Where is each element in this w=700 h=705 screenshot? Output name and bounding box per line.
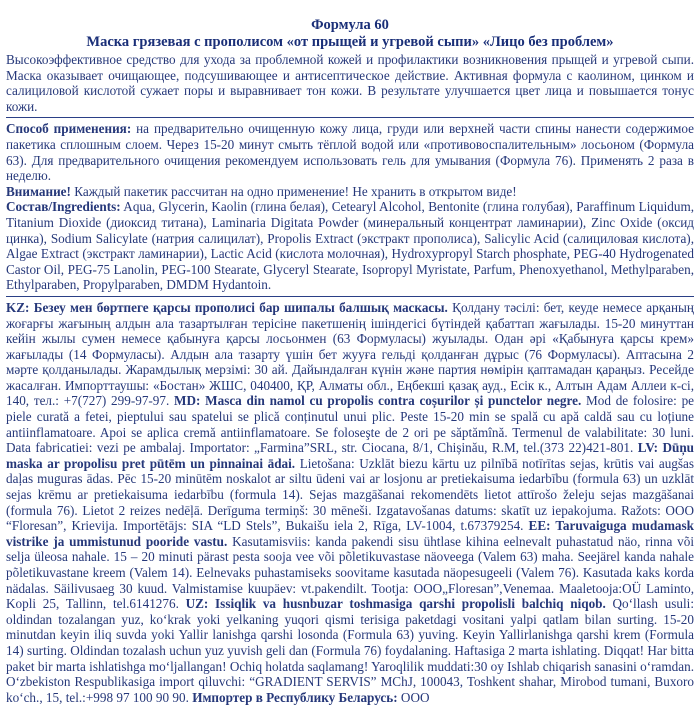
ee-text: Kasutamisviis: kanda pakendi sisu ühtlase kihina eelnevalt puhastatud näo, rinna või selja üleosa nahale. 15 – 20 minuti pärast pesta sooja vee või põletikuvastase näoveega (Valem 63) maha. Seejärel kanda nahale põletikuvastane kreem (Valem 14). Eelnevaks puhastamiseks soovitame kasutada näopesugeeli (Valem 76). Kasutada kaks korda nädalas. Säilivusaeg 30 kuud. Valmistamise kuupäev: vt.pakendilt. Tootja: OOO„Floresan”,Venemaa. Maaletooja:OÜ Laminto, Kopli 25, Tallinn, tel.6141276. [6,533,694,612]
by-text: ООО [397,689,430,705]
product-header [0,17,700,51]
kz-label: KZ: Безеу мен бөртпеге қарсы прополисі бар шипалы балшық маскасы. [6,299,448,315]
uz-label: UZ: Issiqlik va husnbuzar toshmasiga qarshi propolisli balchiq niqob. [185,596,606,612]
uz-text: Qo‘llash usuli: oldindan tozalangan yuz, ko‘krak yoki yelkaning yuqori qismi terisiga paketdagi vositani yalpi qatlam bilan surting. 15-20 minutdan keyin iliq suvda yoki Yallir lanishga qarshi losonda (Formula 63) yuving. Keyin Yallirlanishga qarshi krem (Formula 14) surting. Oldindan tozalash uchun yuz yuvish geli dan (Formula 76) foydalaning. Haftasiga 2 marta ishlating. Diqqat! Har bitta paket bir marta ishlatishga mo‘ljallangan! Ochiq holatda saqlamang! Yaroqlilik muddati:30 oy Ishlab chiqarish sanasini o‘ramdan. O‘zbekiston Respublikasiga import qiluvchi: “GRADIENT SERVIS” MChJ, 100043, Toshkent shahar, Mirobod tumani, Buxoro ko‘ch., 15, tel.:+998 97 100 90 90. [6,596,694,705]
lv-text: Lietošana: Uzklāt biezu kārtu uz pilnībā notīrītas sejas, krūtis vai augšas daļas muguras ādas. Pēc 15-20 minūtēm noskalot ar siltu ūdeni vai ar losjonu ar pretiekaisuma iedarbību (formula 63) un uzklāt sejas krēmu ar pretiekaisuma iedarbību (formula 14). Sejas mazgāšanai rekomendēts lietot attīrošo želeju sejas mazgāšanai (formula 76). Lietot 2 reizes nedēļā. Derīguma termiņš: 30 mēneši. Izgatavošanas datums: skatīt uz iepakojuma. Ražots: OOO “Floresan”, Krievija. Importētājs: SIA “LD Stels”, Bukaišu iela 2, Rīga, LV-1004, t.67379254. [6,455,695,534]
md-text: Mod de folosire: pe piele curată a fetei, pieptului sau spatelui se plică conținutul unui plic. Peste 15-20 min se spală cu apă caldă sau cu loțiune antiinflamatoare. Apoi se aplica cremă antiinflamatoare. Se foloseşte de 2 ori pe săptămînă. Termenul de valabilitate: 30 luni. Data fabricatiei: vezi pe ambalaj. Importator: „Farmina”SRL, str. Ciocana, 8/1, Chișinău, R.M, tel.(373 22)421-801. [6,393,695,456]
formula-number: Формула 60 [311,17,389,33]
product-title: Маска грязевая с прополисом «от прыщей и угревой сыпи» «Лицо без проблем» [86,34,614,50]
divider [6,117,694,118]
ee-label: EE: Taruvaiguga mudamask vistrike ja ummistunud pooride vastu. [6,518,694,549]
multilang-paragraph [6,300,694,705]
by-label: Импортер в Республику Беларусь: [192,689,398,705]
md-label: MD: Masca din namol cu propolis contra coșurilor și punctelor negre. [174,393,582,409]
warning-label: Внимание! [6,183,71,199]
lv-label: LV: Dūņu maska ar propolisu pret pūtēm un pinnainai ādai. [6,440,694,471]
description-paragraph: Высокоэффективное средство для ухода за проблемной кожей и профилактики возникновения прыщей и угревой сыпи. Маска оказывает очищающее, подсушивающее и антисептическое действие. Активная формула с каолином, цинком и салициловой кислотой сужает поры и выравнивает тон кожи. В результате улучшается цвет лица и повышается тонус кожи. [6,52,694,114]
usage-label: Способ применения: [6,121,132,137]
composition-label: Состав/Ingredients: [6,199,121,215]
usage-paragraph [6,121,694,183]
warning-paragraph [6,184,694,200]
kz-text: Қолдану тәсілі: бет, кеуде немесе арқаның жоғарғы жағының алдын ала тазартылған терісіне пакетшенің ішіндегісі бүтіндей қабаттап жағылады. 15-20 минуттан кейін жылы сумен немесе қабынуға қарсы лосьонмен (63 Формуласы) жуылады. Одан әрі «Қабынуға қарсы крем» жағылады (14 Формуласы). Алдын ала тазарту үшін бет жууға гельді қолданған дұрыс (76 Формуласы). Аптасына 2 мәрте қолданылады. Жарамдылық мерзімі: 30 ай. Дайындалған күнін және партия нөмірін қаптамадан қараңыз. Ресейде жасалған. Импорттаушы: «Бостан» ЖШС, 040400, ҚР, Алматы обл., Еңбекші қазақ ауд., Есік к., Алтын Адам Аллеи к-сі, 140, тел.: +7(727) 299-97-97. [6,299,694,409]
label-body [6,52,694,705]
composition-paragraph [6,199,694,293]
warning-text: Каждый пакетик рассчитан на одно применение! Не хранить в открытом виде! [70,183,517,199]
divider [6,296,694,297]
usage-text: на предварительно очищенную кожу лица, груди или верхней части спины нанести содержимое пакетика сплошным слоем. Через 15-20 минут смыть тёплой водой или «противовоспалительным» лосьоном (Формула 63). Для предварительного очищения рекомендуем использовать гель для умывания (Формула 76). Применять 2 раза в неделю. [6,121,694,184]
composition-text: Aqua, Glycerin, Kaolin (глина белая), Cetearyl Alcohol, Bentonite (глина голубая), Paraffinum Liquidum, Titanium Dioxide (диоксид титана), Laminaria Digitata Powder (минеральный концентрат ламинарии), Zinc Oxide (оксид цинка), Sodium Salicylate (натрия салицилат), Propolis Extract (экстракт прополиса), Salicylic Acid (салициловая кислота), Algae Extract (экстракт ламинарии), Lactic Acid (кислота молочная), Hydroxypropyl Starch phosphate, PEG-40 Hydrogenated Castor Oil, PEG-75 Lanolin, PEG-100 Stearate, Glyceryl Stearate, Isopropyl Myristate, Parfum, Phenoxyethanol, Methylparaben, Ethylparaben, Propylparaben, DMDM Hydantoin. [6,199,694,293]
